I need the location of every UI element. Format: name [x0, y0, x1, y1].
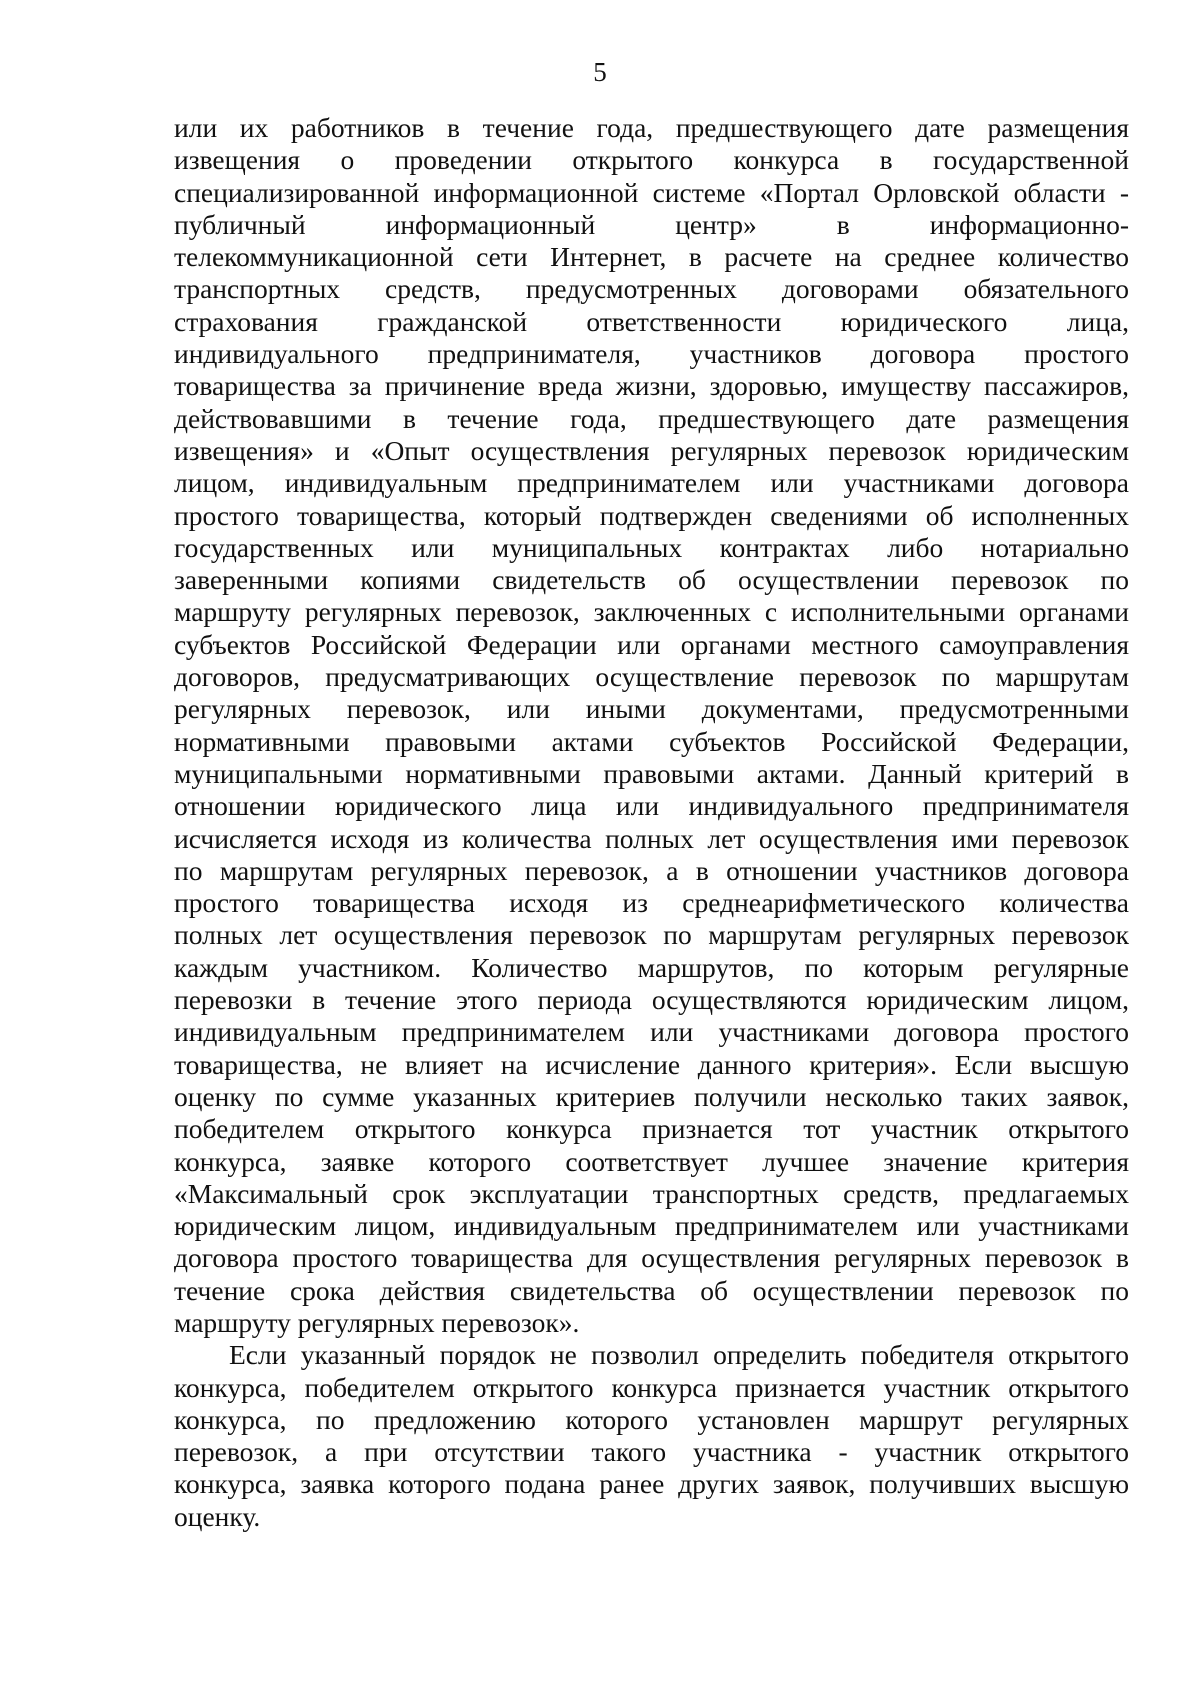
text-line: конкурса, заявке которого соответствует лучшее значение критерия [174, 1145, 1129, 1177]
text-line: страхования гражданской ответственности юридического лица, [174, 305, 1129, 337]
text-line: перевозок, а при отсутствии такого участника - участник открытого [174, 1436, 1129, 1468]
text-line: течение срока действия свидетельства об осуществлении перевозок по [174, 1274, 1129, 1306]
text-line: извещения о проведении открытого конкурса в государственной [174, 144, 1129, 176]
text-line: договора простого товарищества для осуществления регулярных перевозок в [174, 1242, 1129, 1274]
text-line: телекоммуникационной сети Интернет, в расчете на среднее количество [174, 241, 1129, 273]
text-line: победителем открытого конкурса признается тот участник открытого [174, 1113, 1129, 1145]
text-line: маршруту регулярных перевозок, заключенных с исполнительными органами [174, 596, 1129, 628]
text-line: товарищества за причинение вреда жизни, здоровью, имуществу пассажиров, [174, 370, 1129, 402]
text-line: нормативными правовыми актами субъектов Российской Федерации, [174, 725, 1129, 757]
text-line: Если указанный порядок не позволил определить победителя открытого [229, 1339, 1129, 1371]
text-line: публичный информационный центр» в информационно- [174, 208, 1129, 240]
text-line: действовавшими в течение года, предшествующего дате размещения [174, 402, 1129, 434]
text-line: лицом, индивидуальным предпринимателем или участниками договора [174, 467, 1129, 499]
text-line: простого товарищества, который подтвержден сведениями об исполненных [174, 499, 1129, 531]
text-line: исчисляется исходя из количества полных лет осуществления ими перевозок [174, 822, 1129, 854]
text-line: полных лет осуществления перевозок по маршрутам регулярных перевозок [174, 919, 1129, 951]
text-line: «Максимальный срок эксплуатации транспортных средств, предлагаемых [174, 1177, 1129, 1209]
text-line: отношении юридического лица или индивидуального предпринимателя [174, 790, 1129, 822]
text-line: юридическим лицом, индивидуальным предпринимателем или участниками [174, 1210, 1129, 1242]
text-line: конкурса, заявка которого подана ранее других заявок, получивших высшую [174, 1468, 1129, 1500]
text-line: товарищества, не влияет на исчисление данного критерия». Если высшую [174, 1048, 1129, 1080]
text-line: субъектов Российской Федерации или органами местного самоуправления [174, 628, 1129, 660]
document-body [174, 112, 1129, 1533]
text-line: индивидуальным предпринимателем или участниками договора простого [174, 1016, 1129, 1048]
text-line: каждым участником. Количество маршрутов, по которым регулярные [174, 951, 1129, 983]
text-line: оценку по сумме указанных критериев получили несколько таких заявок, [174, 1080, 1129, 1112]
text-line: или их работников в течение года, предшествующего дате размещения [174, 112, 1129, 143]
text-line: заверенными копиями свидетельств об осуществлении перевозок по [174, 564, 1129, 596]
text-line: государственных или муниципальных контрактах либо нотариально [174, 531, 1129, 563]
text-line: специализированной информационной системе «Портал Орловской области - [174, 176, 1129, 208]
paragraph-criteria-continuation [174, 112, 1129, 1339]
text-line: договоров, предусматривающих осуществление перевозок по маршрутам [174, 661, 1129, 693]
text-line: индивидуального предпринимателя, участников договора простого [174, 338, 1129, 370]
paragraph-winner-determination [174, 1339, 1129, 1533]
text-line: по маршрутам регулярных перевозок, а в отношении участников договора [174, 854, 1129, 886]
text-line: муниципальными нормативными правовыми актами. Данный критерий в [174, 757, 1129, 789]
text-line: маршруту регулярных перевозок». [174, 1306, 580, 1338]
text-line: регулярных перевозок, или иными документами, предусмотренными [174, 693, 1129, 725]
text-line: конкурса, по предложению которого установлен маршрут регулярных [174, 1403, 1129, 1435]
text-line: транспортных средств, предусмотренных договорами обязательного [174, 273, 1129, 305]
text-line: перевозки в течение этого периода осуществляются юридическим лицом, [174, 984, 1129, 1016]
page-number: 5 [593, 57, 607, 87]
text-line: извещения» и «Опыт осуществления регулярных перевозок юридическим [174, 434, 1129, 466]
text-line: оценку. [174, 1500, 261, 1532]
text-line: простого товарищества исходя из среднеарифметического количества [174, 887, 1129, 919]
text-line: конкурса, победителем открытого конкурса признается участник открытого [174, 1371, 1129, 1403]
